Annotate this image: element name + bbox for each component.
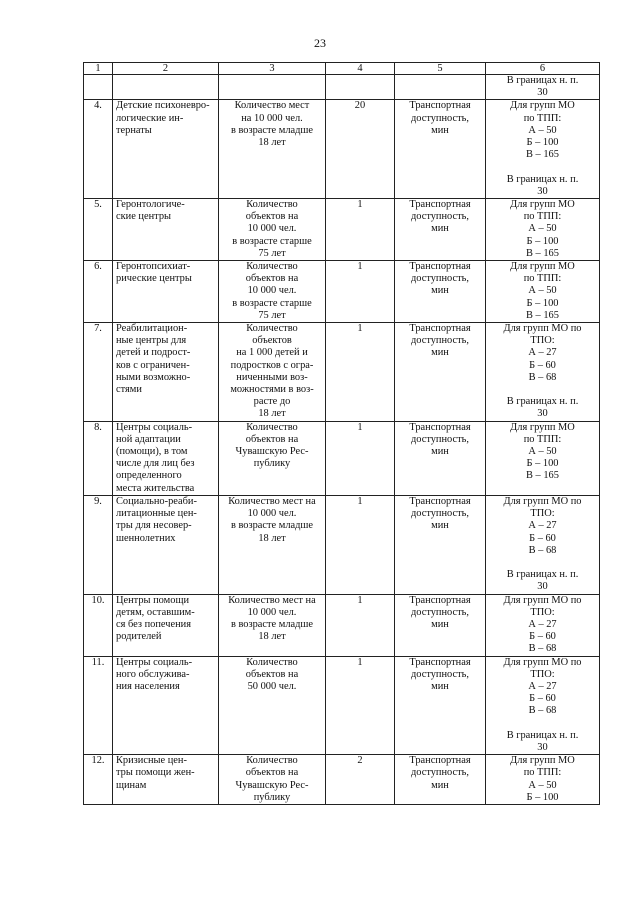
indicator-text-line: в возрасте младше [230,618,314,630]
group-limits-cell [486,261,600,323]
indicator-text-line: Количество [246,755,298,767]
facility-name-cell [113,594,219,656]
group-limits-line: А – 27 [528,347,557,359]
accessibility-type-cell [395,199,486,261]
table-row [84,594,600,656]
group-limits-line: 30 [537,185,548,197]
group-limits-line: А – 50 [528,446,557,458]
group-limits-line: А – 50 [528,124,557,136]
facility-name-line: тры помощи жен- [116,767,195,779]
facility-name-line: шеннолетних [116,532,176,544]
row-number-cell: 9. [84,495,113,594]
indicator-text-line: Количество [246,261,298,273]
table-body [84,75,600,805]
norm-value-cell: 1 [326,261,395,323]
group-limits-line: ТПО: [530,508,555,520]
indicator-text-line: 18 лет [258,631,286,643]
table-row [84,100,600,199]
group-limits-line: А – 27 [528,618,557,630]
group-limits-line [488,557,597,569]
col-header-2: 2 [113,63,219,75]
norm-value-cell: 20 [326,100,395,199]
indicator-text-line: 75 лет [258,247,286,259]
norm-value-cell: 2 [326,755,395,805]
group-limits-line: Для групп МО [510,261,575,273]
accessibility-type-line: доступность, [410,335,470,347]
accessibility-type-line: мин [431,446,449,458]
group-limits-line: Б – 60 [529,359,556,371]
col-header-3: 3 [219,63,326,75]
facility-name-line: тры для несовер- [116,520,192,532]
group-limits-line: В – 165 [526,247,559,259]
group-limits-line: по ТПП: [523,112,562,124]
col-header-5: 5 [395,63,486,75]
indicator-text-cell [219,656,326,755]
facility-name-line: места жительства [116,482,195,494]
indicator-text-line: публику [253,791,291,803]
accessibility-type-line: мин [431,285,449,297]
indicator-text-line: 18 лет [258,532,286,544]
facility-name-line: ские центры [116,211,172,223]
group-limits-line: Б – 60 [529,532,556,544]
group-limits-line: Для групп МО [510,199,575,211]
indicator-text-line: 75 лет [258,309,286,321]
facility-name-line: Центры социаль- [116,656,193,668]
facility-name-line: числе для лиц без [116,458,195,470]
group-limits-line: 30 [537,581,548,593]
table-row [84,755,600,805]
accessibility-type-line: мин [431,779,449,791]
indicator-text-line: объектов [252,335,292,347]
accessibility-type-line: Транспортная [409,755,471,767]
group-limits-line: Для групп МО по [503,594,582,606]
group-limits-cell [486,656,600,755]
facility-name-line: ной адаптации [116,433,181,445]
accessibility-type-cell [395,261,486,323]
indicator-text-cell [219,755,326,805]
indicator-text-cell [219,421,326,495]
indicator-text-line: Количество [246,199,298,211]
facility-name-line: логические ин- [116,112,184,124]
indicator-text-line: 10 000 чел. [247,508,297,520]
accessibility-type-cell [395,656,486,755]
indicator-text-line: 50 000 чел. [247,680,297,692]
facility-name-cell [113,100,219,199]
facility-name-cell [113,421,219,495]
norm-value-cell: 1 [326,323,395,422]
group-limits-line: В границах н. п. [506,173,579,185]
indicator-text-line: 18 лет [258,137,286,149]
row-number-cell: 6. [84,261,113,323]
facility-name-line: Детские психоневро- [116,100,210,112]
facilities-table [83,62,600,805]
indicator-text-line: на 1 000 детей и [236,347,308,359]
group-limits-line: Б – 100 [526,791,559,803]
facility-name-line: Кризисные цен- [116,755,187,767]
facility-name-line: (помощи), в том [116,446,188,458]
indicator-text-line: в возрасте младше [230,124,314,136]
indicator-text-line: Количество [246,421,298,433]
group-limits-cell [486,421,600,495]
facility-name-line: Геронтопсихиат- [116,261,191,273]
indicator-text-line: Количество мест [234,100,310,112]
table-row [84,261,600,323]
group-limits-line: по ТПП: [523,273,562,285]
row-number-cell: 5. [84,199,113,261]
accessibility-type-line: Транспортная [409,656,471,668]
group-limits-line: ТПО: [530,668,555,680]
accessibility-type-line: доступность, [410,668,470,680]
group-limits-line: В – 165 [526,149,559,161]
col-header-1: 1 [84,63,113,75]
page-number: 23 [314,36,326,50]
facility-name-line: Геронтологиче- [116,199,185,211]
indicator-text-line: объектов на [245,273,299,285]
accessibility-type-cell [395,75,486,100]
group-limits-line: по ТПП: [523,211,562,223]
accessibility-type-line: доступность, [410,273,470,285]
group-limits-line: А – 50 [528,779,557,791]
facility-name-line: тернаты [116,124,152,136]
facility-name-line: определенного [116,470,182,482]
row-number-cell: 8. [84,421,113,495]
facility-name-line: стями [116,384,142,396]
facility-name-cell [113,495,219,594]
indicator-text-line: на 10 000 чел. [241,112,303,124]
indicator-text-line: ниченными воз- [236,371,308,383]
indicator-text-line: расте до [253,396,291,408]
indicator-text-line: объектов на [245,211,299,223]
accessibility-type-line: доступность, [410,433,470,445]
indicator-text-line: в возрасте младше [230,520,314,532]
table-row [84,495,600,594]
facility-name-cell [113,755,219,805]
indicator-text-line: публику [253,458,291,470]
facility-name-line: детям, оставшим- [116,606,195,618]
group-limits-line: Б – 100 [526,458,559,470]
group-limits-cell [486,495,600,594]
group-limits-line [488,384,597,396]
header-row [84,63,600,75]
norm-value-cell: 1 [326,495,395,594]
accessibility-type-line: доступность, [410,606,470,618]
indicator-text-line: объектов на [245,767,299,779]
accessibility-type-line: Транспортная [409,323,471,335]
accessibility-type-cell [395,495,486,594]
group-limits-line: Б – 60 [529,631,556,643]
group-limits-line: Для групп МО [510,755,575,767]
indicator-text-cell [219,323,326,422]
group-limits-line: В – 165 [526,470,559,482]
group-limits-line: Б – 100 [526,297,559,309]
facility-name-cell [113,261,219,323]
indicator-text-line: объектов на [245,668,299,680]
facility-name-line: ся без попечения [116,618,191,630]
accessibility-type-line: мин [431,618,449,630]
norm-value-cell [326,75,395,100]
facility-name-line: рические центры [116,273,192,285]
facility-name-cell [113,199,219,261]
indicator-text-line: Количество мест на [228,594,316,606]
group-limits-line: Для групп МО по [503,495,582,507]
group-limits-line: Для групп МО [510,421,575,433]
group-limits-line: 30 [537,87,548,99]
facility-name-line: ния населения [116,680,180,692]
indicator-text-cell [219,100,326,199]
indicator-text-cell [219,495,326,594]
facility-name-line: ные центры для [116,335,187,347]
facility-name-cell [113,75,219,100]
facility-name-line: Центры помощи [116,594,190,606]
indicator-text-line: 18 лет [258,408,286,420]
indicator-text-line: Количество мест на [228,495,316,507]
group-limits-line: В границах н. п. [506,569,579,581]
group-limits-line: ТПО: [530,335,555,347]
table-row [84,323,600,422]
accessibility-type-line: мин [431,520,449,532]
group-limits-line [488,718,597,730]
accessibility-type-line: мин [431,680,449,692]
indicator-text-cell [219,261,326,323]
facility-name-line: литационные цен- [116,508,197,520]
indicator-text-line: 10 000 чел. [247,223,297,235]
norm-value-cell: 1 [326,594,395,656]
accessibility-type-line: Транспортная [409,199,471,211]
indicator-text-line: в возрасте старше [232,297,312,309]
facility-name-line: Центры социаль- [116,421,193,433]
table-row [84,199,600,261]
accessibility-type-line: мин [431,124,449,136]
accessibility-type-cell [395,755,486,805]
accessibility-type-line: мин [431,347,449,359]
group-limits-cell [486,100,600,199]
group-limits-cell [486,594,600,656]
indicator-text-line: Чувашскую Рес- [235,446,309,458]
group-limits-line: В – 68 [528,705,557,717]
accessibility-type-line: Транспортная [409,261,471,273]
row-number-cell: 7. [84,323,113,422]
group-limits-cell [486,199,600,261]
group-limits-line: В – 68 [528,544,557,556]
indicator-text-cell [219,199,326,261]
group-limits-line: А – 50 [528,285,557,297]
facility-name-line: ков с ограничен- [116,359,190,371]
facility-name-line: ного обслужива- [116,668,190,680]
group-limits-cell [486,755,600,805]
facility-name-cell [113,323,219,422]
table-row [84,75,600,100]
group-limits-line: В – 68 [528,371,557,383]
group-limits-cell [486,75,600,100]
group-limits-line: В – 68 [528,643,557,655]
accessibility-type-line: доступность, [410,508,470,520]
facility-name-line: щинам [116,779,147,791]
group-limits-line: В границах н. п. [506,729,579,741]
accessibility-type-line: доступность, [410,112,470,124]
row-number-cell [84,75,113,100]
group-limits-line: Б – 100 [526,137,559,149]
indicator-text-line: в возрасте старше [232,235,312,247]
group-limits-line: А – 27 [528,680,557,692]
facility-name-line: ными возможно- [116,371,191,383]
group-limits-line: Для групп МО [510,100,575,112]
facility-name-line: детей и подрост- [116,347,191,359]
indicator-text-line: объектов на [245,433,299,445]
accessibility-type-line: доступность, [410,767,470,779]
facility-name-line: Реабилитацион- [116,323,188,335]
accessibility-type-cell [395,323,486,422]
col-header-4: 4 [326,63,395,75]
col-header-6: 6 [486,63,600,75]
indicator-text-cell [219,594,326,656]
indicator-text-line: 10 000 чел. [247,606,297,618]
indicator-text-line: подростков с огра- [230,359,314,371]
group-limits-line: ТПО: [530,606,555,618]
facility-name-line: родителей [116,631,162,643]
row-number-cell: 10. [84,594,113,656]
group-limits-line [488,161,597,173]
accessibility-type-line: Транспортная [409,594,471,606]
indicator-text-cell [219,75,326,100]
accessibility-type-line: мин [431,223,449,235]
group-limits-line: Для групп МО по [503,656,582,668]
indicator-text-line: 10 000 чел. [247,285,297,297]
accessibility-type-cell [395,421,486,495]
group-limits-line: 30 [537,741,548,753]
group-limits-line: В границах н. п. [506,75,579,86]
norm-value-cell: 1 [326,199,395,261]
group-limits-line: по ТПП: [523,433,562,445]
table-row [84,421,600,495]
group-limits-cell [486,323,600,422]
accessibility-type-line: Транспортная [409,100,471,112]
group-limits-line: А – 27 [528,520,557,532]
accessibility-type-cell [395,594,486,656]
norm-value-cell: 1 [326,421,395,495]
row-number-cell: 12. [84,755,113,805]
facility-name-line: Социально-реаби- [116,495,197,507]
row-number-cell: 4. [84,100,113,199]
group-limits-line: Б – 100 [526,235,559,247]
row-number-cell: 11. [84,656,113,755]
accessibility-type-cell [395,100,486,199]
group-limits-line: В – 165 [526,309,559,321]
indicator-text-line: Количество [246,656,298,668]
accessibility-type-line: Транспортная [409,421,471,433]
indicator-text-line: можностями в воз- [230,384,314,396]
group-limits-line: В границах н. п. [506,396,579,408]
accessibility-type-line: доступность, [410,211,470,223]
indicator-text-line: Количество [246,323,298,335]
group-limits-line: Б – 60 [529,693,556,705]
accessibility-type-line: Транспортная [409,495,471,507]
group-limits-line: Для групп МО по [503,323,582,335]
norm-value-cell: 1 [326,656,395,755]
indicator-text-line: Чувашскую Рес- [235,779,309,791]
group-limits-line: 30 [537,408,548,420]
facility-name-cell [113,656,219,755]
table-row [84,656,600,755]
group-limits-line: А – 50 [528,223,557,235]
group-limits-line: по ТПП: [523,767,562,779]
